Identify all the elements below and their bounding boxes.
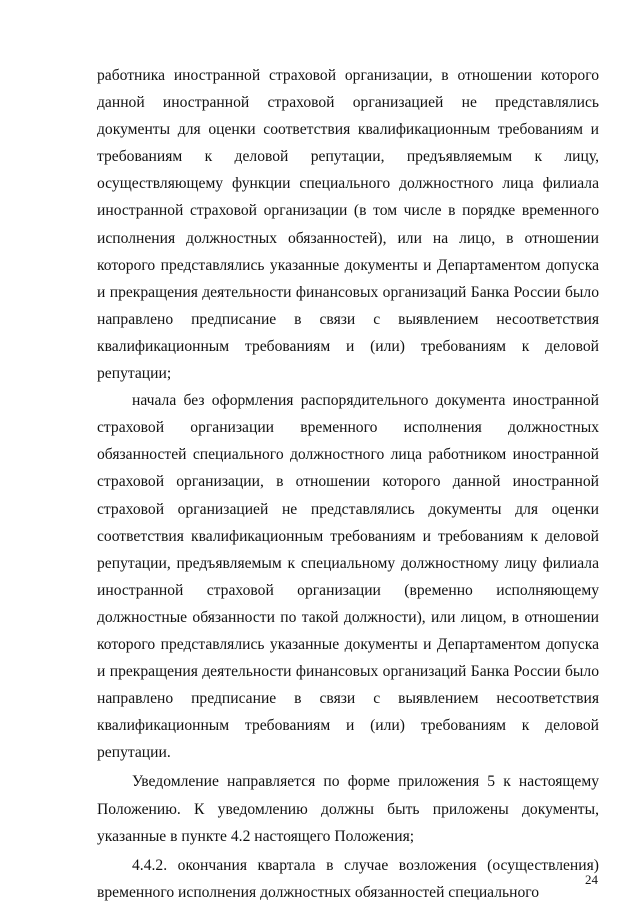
paragraph-started-without-order: начала без оформления распорядительного документа иностранной страховой организации временного исполнения должностных обязанностей специального должностного лица работником иностранной страховой организации, в отношении которого данной иностранной страховой организацией не представлялись документы для оценки соответствия квалификационным требованиям и требованиям к деловой репутации, предъявляемым к специальному должностному лицу филиала иностранной страховой организации (временно исполняющему должностные обязанности по такой должности), или лицом, в отношении которого представлялись указанные документы и Департаментом допуска и прекращения деятельности финансовых организаций Банка России было направлено предписание в связи с выявлением несоответствия квалификационным требованиям и (или) требованиям к деловой репутации.	[97, 392, 599, 762]
document-body	[97, 62, 599, 906]
paragraph-clause-4-4-2: 4.4.2. окончания квартала в случае возложения (осуществления) временного исполнения должностных обязанностей специального	[97, 856, 599, 901]
paragraph-continuation: работника иностранной страховой организации, в отношении которого данной иностранной страховой организацией не представлялись документы для оценки соответствия квалификационным требованиям и требованиям к деловой репутации, предъявляемым к лицу, осуществляющему функции специального должностного лица филиала иностранной страховой организации (в том числе в порядке временного исполнения должностных обязанностей), или на лицо, в отношении которого представлялись указанные документы и Департаментом допуска и прекращения деятельности финансовых организаций Банка России было направлено предписание в связи с выявлением несоответствия квалификационным требованиям и (или) требованиям к деловой репутации;	[97, 67, 599, 383]
page-number: 24	[585, 872, 598, 887]
paragraph-notification-form: Уведомление направляется по форме приложения 5 к настоящему Положению. К уведомлению должны быть приложены документы, указанные в пункте 4.2 настоящего Положения;	[97, 773, 599, 845]
